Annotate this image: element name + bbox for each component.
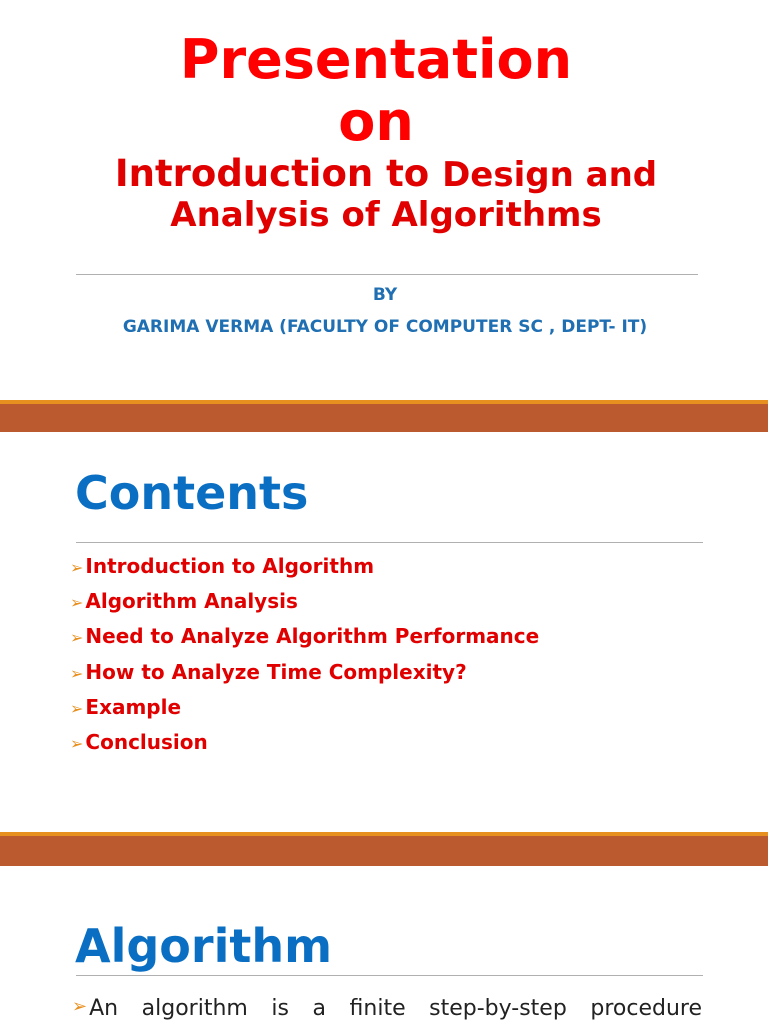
subtitle-line-2: Analysis of Algorithms: [170, 195, 602, 235]
subtitle-part-2: Design and: [442, 155, 658, 195]
contents-list: [70, 552, 539, 763]
contents-item-label: Algorithm Analysis: [85, 589, 298, 614]
algorithm-slide: [0, 866, 768, 1024]
author-line: GARIMA VERMA (FACULTY OF COMPUTER SC , DEPT- IT): [122, 317, 648, 337]
contents-item: [70, 658, 539, 693]
body-word: a: [312, 996, 326, 1021]
body-word: An: [89, 996, 119, 1021]
contents-item: [70, 587, 539, 622]
arrow-bullet-icon: ➢: [70, 663, 84, 683]
body-word: is: [271, 996, 289, 1021]
contents-rule: [76, 542, 703, 543]
contents-item-label: How to Analyze Time Complexity?: [85, 659, 467, 684]
title-line-2: on: [338, 90, 414, 153]
arrow-bullet-icon: ➢: [70, 558, 84, 577]
slide-separator-1: [0, 400, 768, 432]
arrow-bullet-icon: ➢: [70, 698, 84, 718]
contents-heading: Contents: [75, 466, 309, 520]
subtitle-line-1: [0, 154, 768, 195]
arrow-bullet-icon: ➢: [70, 733, 84, 753]
body-word: procedure: [590, 996, 702, 1021]
title-divider-rule: [76, 274, 698, 275]
algorithm-heading: Algorithm: [75, 919, 333, 973]
by-label: BY: [372, 285, 398, 305]
arrow-bullet-icon: ➢: [72, 996, 88, 1017]
title-line-1: Presentation: [179, 28, 573, 91]
contents-item-label: Introduction to Algorithm: [85, 554, 375, 578]
slide-separator-2: [0, 832, 768, 866]
body-word: step-by-step: [429, 996, 567, 1021]
body-word: algorithm: [141, 996, 248, 1021]
contents-slide: [0, 432, 768, 832]
title-slide: [0, 0, 768, 400]
contents-item-label: Example: [85, 694, 182, 719]
subtitle-part-1: Introduction to: [114, 152, 443, 195]
contents-item-label: Conclusion: [85, 729, 208, 754]
contents-item: [70, 693, 539, 728]
contents-item: [70, 622, 539, 657]
body-word: finite: [349, 996, 406, 1021]
arrow-bullet-icon: ➢: [70, 628, 84, 648]
algorithm-rule: [76, 975, 703, 976]
contents-item: [70, 552, 539, 587]
contents-item-label: Need to Analyze Algorithm Performance: [85, 624, 540, 649]
algorithm-bullet-text: [72, 996, 702, 1021]
contents-item: [70, 728, 539, 763]
arrow-bullet-icon: ➢: [70, 593, 84, 613]
